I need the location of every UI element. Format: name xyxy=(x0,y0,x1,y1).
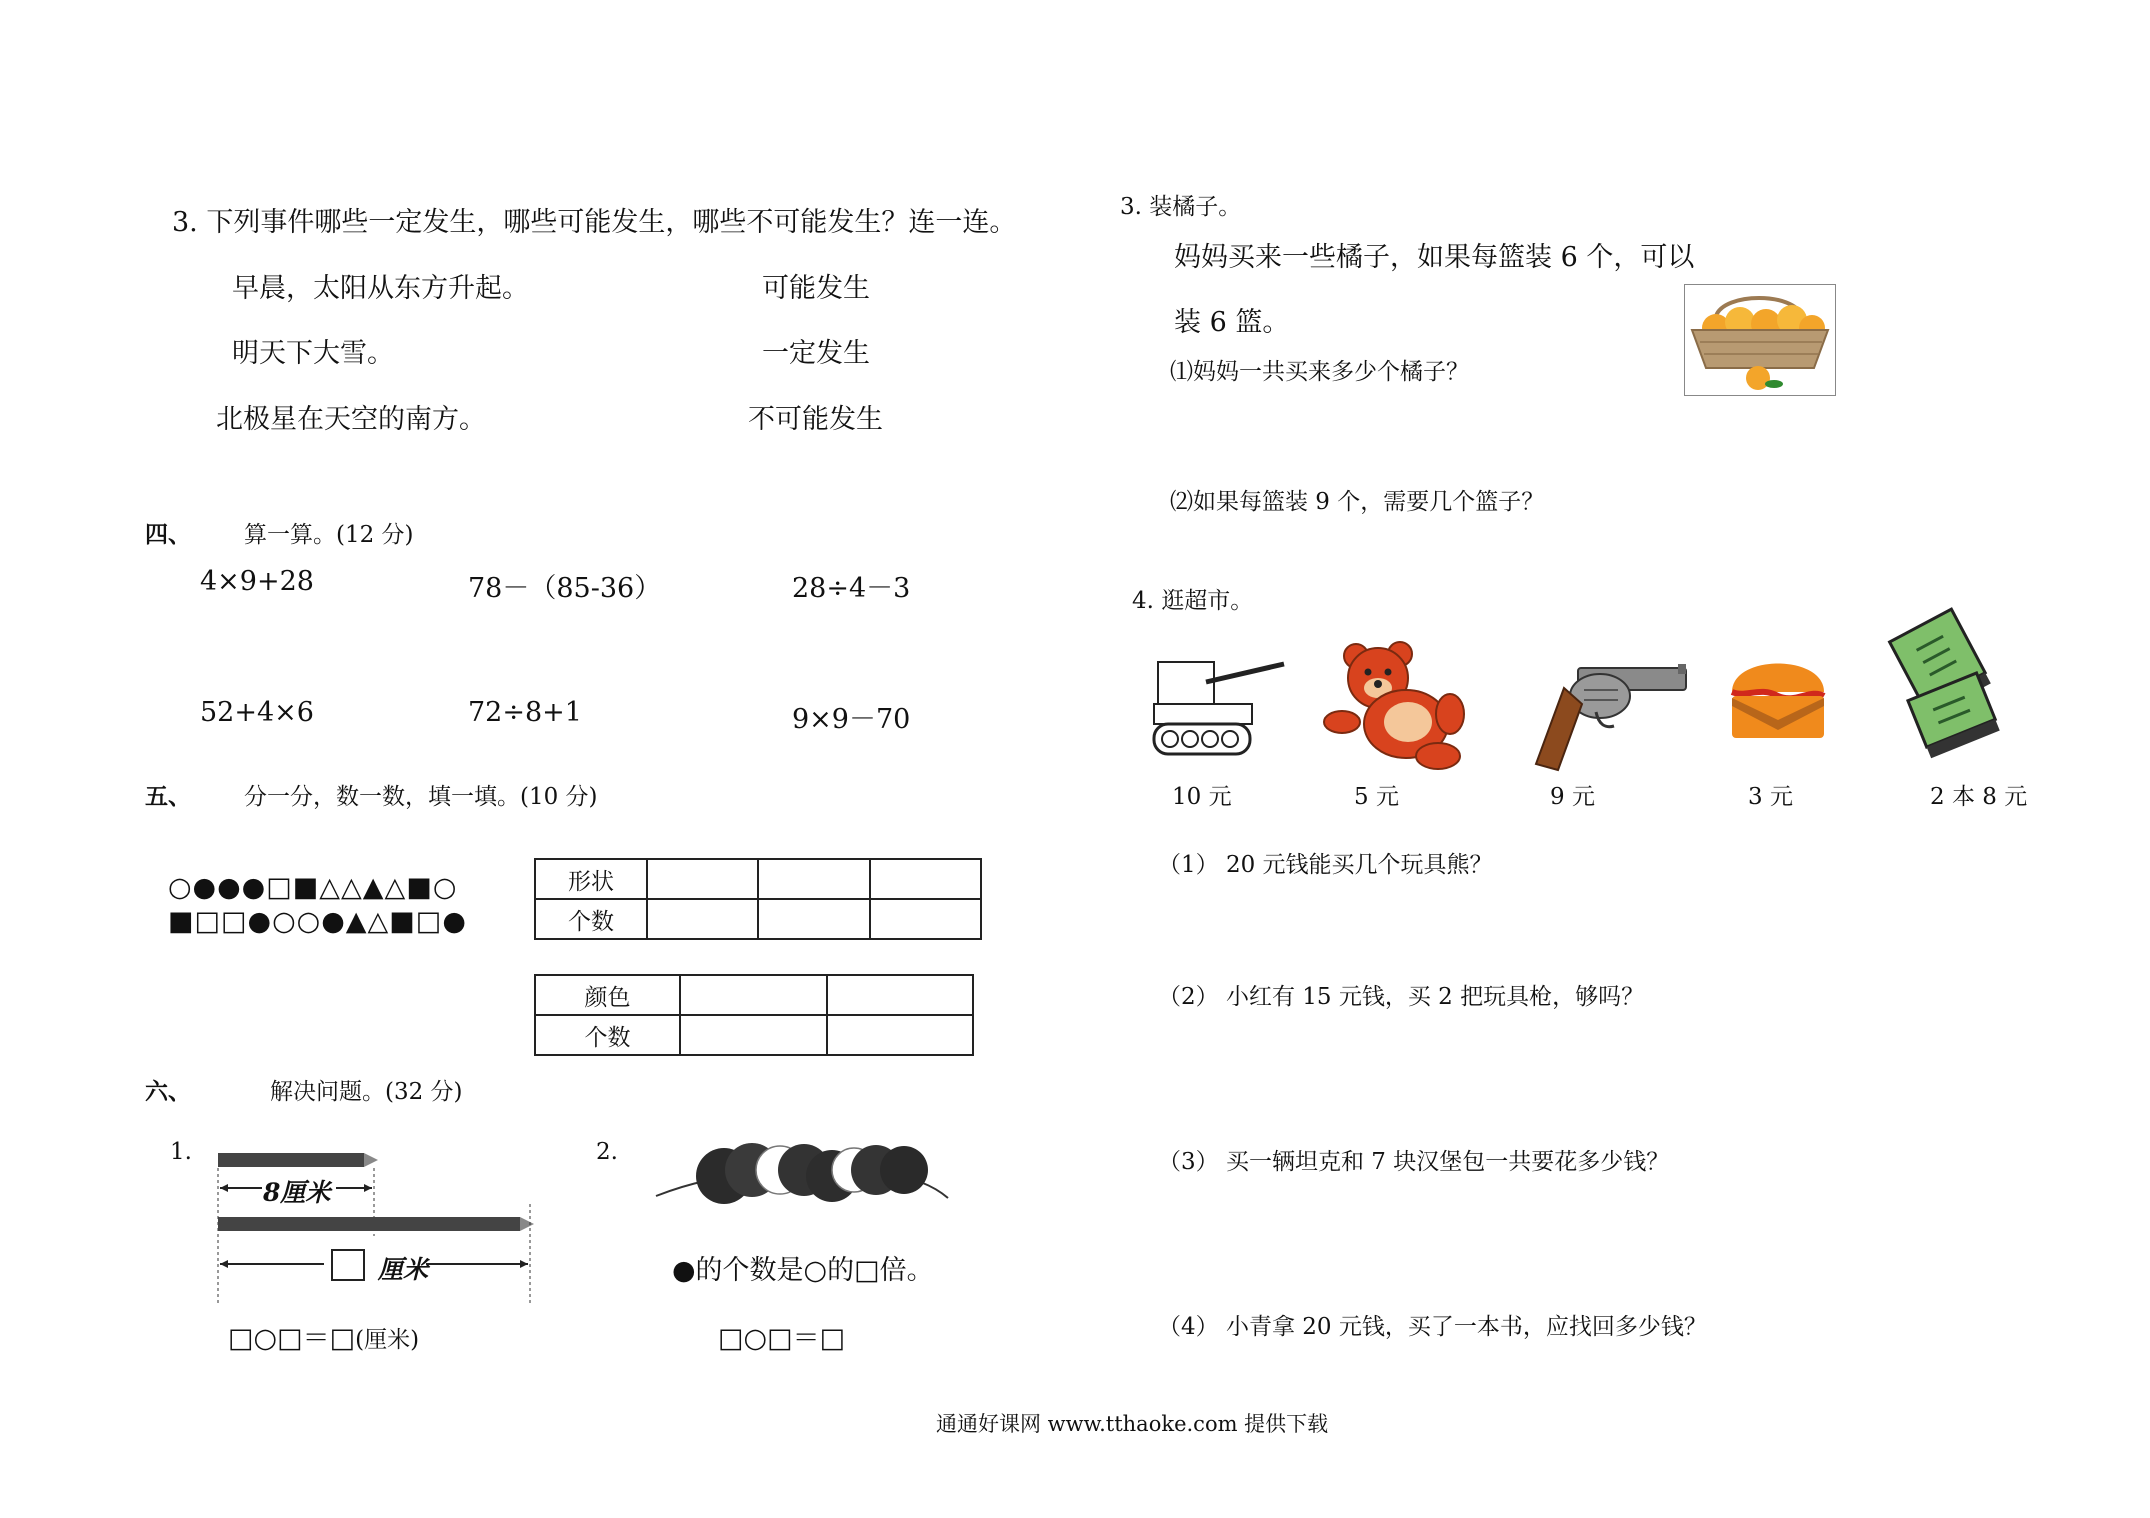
tank-icon xyxy=(1152,652,1290,762)
s5-title: 分一分，数一数，填一填。(10 分) xyxy=(244,784,598,810)
beads-icon xyxy=(652,1136,952,1216)
table1-cell[interactable] xyxy=(758,859,869,899)
color-count-table xyxy=(534,974,974,1056)
expr-6: 9×9－70 xyxy=(792,704,911,735)
s4-title: 算一算。(12 分) xyxy=(244,522,414,548)
r-q4-title: 4. 逛超市。 xyxy=(1132,588,1254,614)
s6-number: 六、 xyxy=(145,1078,191,1105)
p2-number: 2. xyxy=(596,1139,618,1165)
r-q3-line2: 装 6 篮。 xyxy=(1174,307,1290,338)
label-8cm: 8厘米 xyxy=(263,1178,331,1207)
table1-cell[interactable] xyxy=(870,859,981,899)
teddy-bear-icon xyxy=(1326,640,1466,770)
books-icon xyxy=(1894,598,2014,758)
table2-cell[interactable] xyxy=(680,975,827,1015)
p1-equation-unit: (厘米) xyxy=(355,1327,420,1353)
pencils-diagram xyxy=(212,1136,542,1311)
p1-number: 1. xyxy=(170,1139,192,1165)
table1-cell[interactable] xyxy=(647,859,758,899)
table2-cell[interactable] xyxy=(827,975,974,1015)
pencil-short-icon xyxy=(218,1153,378,1167)
table2-label-color: 颜色 xyxy=(535,975,680,1015)
table1-cell[interactable] xyxy=(758,899,869,939)
r-q3-sub1: ⑴妈妈一共买来多少个橘子？ xyxy=(1170,359,1469,385)
shape-count-table xyxy=(534,858,982,940)
q4-question-3: （3） 买一辆坦克和 7 块汉堡包一共要花多少钱？ xyxy=(1158,1149,1670,1175)
event-1: 早晨，太阳从东方升起。 xyxy=(232,273,529,304)
table1-label-shape: 形状 xyxy=(535,859,647,899)
answer-box[interactable] xyxy=(332,1250,364,1280)
price-gun: 9 元 xyxy=(1550,784,1595,810)
q4-question-2: （2） 小红有 15 元钱，买 2 把玩具枪，够吗？ xyxy=(1158,984,1645,1010)
answer-3: 不可能发生 xyxy=(748,404,883,435)
answer-2: 一定发生 xyxy=(762,338,870,369)
q4-question-1: （1） 20 元钱能买几个玩具熊？ xyxy=(1158,852,1493,878)
r-q3-line1: 妈妈买来一些橘子，如果每篮装 6 个，可以 xyxy=(1174,242,1695,273)
p1-equation-text: □○□＝□ xyxy=(228,1323,356,1354)
table2-cell[interactable] xyxy=(680,1015,827,1055)
r-q3-title: 3. 装橘子。 xyxy=(1120,194,1242,220)
shapes-row-2: ■□□●○○●▲△■□● xyxy=(168,906,467,937)
r-q3-sub2: ⑵如果每篮装 9 个，需要几个篮子？ xyxy=(1170,489,1545,515)
p2-equation: □○□＝□ xyxy=(718,1323,846,1354)
p1-equation xyxy=(228,1316,419,1355)
label-cm: 厘米 xyxy=(378,1255,429,1284)
expr-1: 4×9+28 xyxy=(200,566,314,597)
expr-4: 52+4×6 xyxy=(200,697,314,728)
pencil-long-icon xyxy=(218,1217,534,1231)
orange-basket-icon xyxy=(1684,284,1836,396)
q4-question-4: （4） 小青拿 20 元钱，买了一本书，应找回多少钱？ xyxy=(1158,1314,1707,1340)
expr-3: 28÷4－3 xyxy=(792,573,911,604)
s6-title: 解决问题。(32 分) xyxy=(270,1079,463,1105)
price-books: 2 本 8 元 xyxy=(1930,784,2028,810)
table1-cell[interactable] xyxy=(647,899,758,939)
footer-text: 通通好课网 www.tthaoke.com 提供下载 xyxy=(936,1412,1329,1436)
q3-title: 3. 下列事件哪些一定发生，哪些可能发生，哪些不可能发生？连一连。 xyxy=(172,207,1017,238)
expr-5: 72÷8+1 xyxy=(468,697,582,728)
s4-number: 四、 xyxy=(145,521,191,548)
toy-gun-icon xyxy=(1528,660,1690,776)
price-burger: 3 元 xyxy=(1748,784,1793,810)
price-bear: 5 元 xyxy=(1354,784,1399,810)
p2-sentence: ●的个数是○的□倍。 xyxy=(672,1255,934,1286)
answer-1: 可能发生 xyxy=(762,273,870,304)
table2-label-count: 个数 xyxy=(535,1015,680,1055)
price-tank: 10 元 xyxy=(1172,784,1232,810)
expr-2: 78－（85-36） xyxy=(468,573,662,604)
table2-cell[interactable] xyxy=(827,1015,974,1055)
hamburger-icon xyxy=(1726,646,1830,744)
table1-cell[interactable] xyxy=(870,899,981,939)
s5-number: 五、 xyxy=(145,783,191,810)
event-2: 明天下大雪。 xyxy=(232,338,394,369)
event-3: 北极星在天空的南方。 xyxy=(216,404,486,435)
shapes-row-1: ○●●●□■△△▲△■○ xyxy=(168,872,458,903)
table1-label-count: 个数 xyxy=(535,899,647,939)
